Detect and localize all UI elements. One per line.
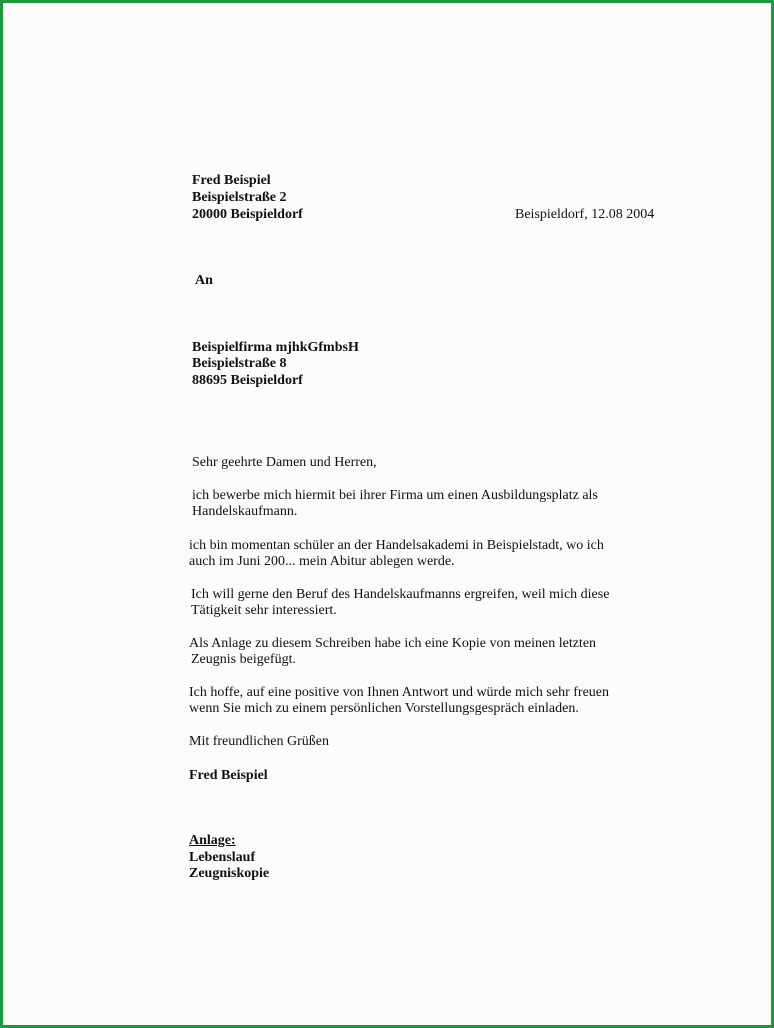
paragraph-line: ich bewerbe mich hiermit bei ihrer Firma um einen Ausbildungsplatz als <box>192 488 598 503</box>
paragraph-line: Ich hoffe, auf eine positive von Ihnen Antwort und würde mich sehr freuen <box>189 685 610 700</box>
paragraph-line: Ich will gerne den Beruf des Handelskaufmanns ergreifen, weil mich diese <box>191 587 610 602</box>
paragraph-line: auch im Juni 200... mein Abitur ablegen werde. <box>189 554 455 569</box>
paragraph-line: Zeugnis beigefügt. <box>191 652 296 667</box>
place-date: Beispieldorf, 12.08 2004 <box>515 207 655 222</box>
sender-name: Fred Beispiel <box>192 173 271 188</box>
sender-city: 20000 Beispieldorf <box>192 207 303 222</box>
sender-street: Beispielstraße 2 <box>192 190 287 205</box>
paragraph-line: Tätigkeit sehr interessiert. <box>191 603 337 618</box>
paragraph-line: wenn Sie mich zu einem persönlichen Vorstellungsgespräch einladen. <box>189 701 579 716</box>
attachment-item: Lebenslauf <box>189 850 256 865</box>
attachments-title: Anlage: <box>189 833 236 848</box>
attachment-item: Zeugniskopie <box>189 866 270 881</box>
paragraph-line: Handelskaufmann. <box>192 504 298 519</box>
recipient-company: Beispielfirma mjhkGfmbsH <box>192 340 359 355</box>
closing: Mit freundlichen Grüßen <box>189 734 329 749</box>
recipient-city: 88695 Beispieldorf <box>192 373 303 388</box>
signature: Fred Beispiel <box>189 768 268 783</box>
paragraph-line: Als Anlage zu diesem Schreiben habe ich eine Kopie von meinen letzten <box>189 636 597 651</box>
paragraph-line: ich bin momentan schüler an der Handelsakademi in Beispielstadt, wo ich <box>189 538 604 553</box>
to-label: An <box>195 273 213 288</box>
salutation: Sehr geehrte Damen und Herren, <box>192 455 377 470</box>
recipient-street: Beispielstraße 8 <box>192 356 287 371</box>
